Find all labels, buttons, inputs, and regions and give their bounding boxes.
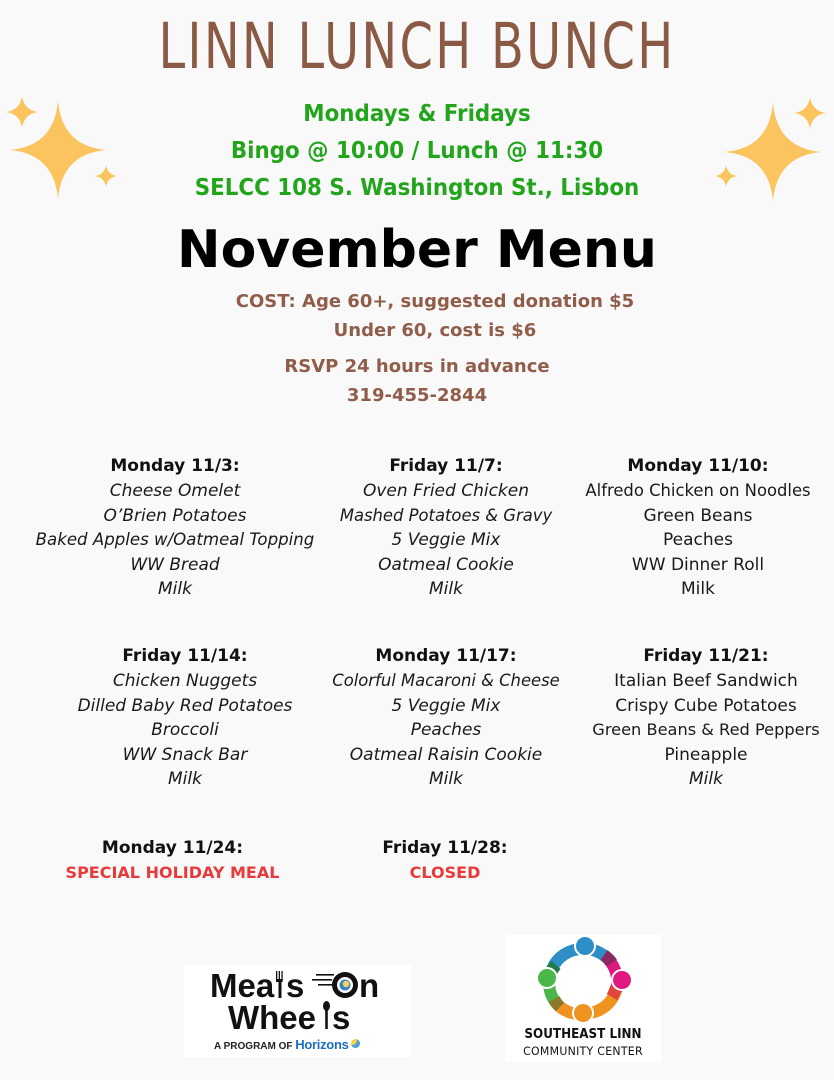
people-circle-icon [530, 935, 640, 1027]
menu-item: Oven Fried Chicken [362, 481, 529, 501]
menu-item: Milk [429, 579, 463, 600]
rsvp-notice: RSVP 24 hours in advance [284, 356, 550, 377]
menu-item: Broccoli [151, 720, 219, 741]
menu-day-friday-11-28 [345, 835, 545, 886]
menu-item: Crispy Cube Potatoes [615, 695, 797, 716]
selcc-name-line2: COMMUNITY CENTER [523, 1044, 643, 1058]
schedule-days: Mondays & Fridays [303, 101, 531, 127]
menu-item: O’Brien Potatoes [103, 505, 247, 526]
menu-item: Dilled Baby Red Potatoes [77, 695, 293, 716]
svg-text:Whee: Whee [228, 999, 317, 1036]
menu-item: Chicken Nuggets [112, 671, 258, 691]
menu-item: Milk [429, 769, 463, 790]
meals-on-wheels-logo [184, 965, 411, 1057]
menu-item: Milk [168, 769, 202, 790]
menu-item: Alfredo Chicken on Noodles [585, 481, 811, 500]
menu-heading: November Menu [177, 220, 657, 280]
menu-date: Monday 11/3: [110, 456, 240, 476]
rsvp-phone[interactable]: 319-455-2844 [346, 385, 488, 406]
menu-day-friday-11-21 [580, 643, 832, 792]
fork-icon [276, 971, 283, 998]
svg-text:n: n [359, 967, 380, 1004]
menu-item: Oatmeal Cookie [378, 554, 514, 575]
menu-day-monday-11-3 [0, 453, 350, 602]
menu-date: Monday 11/10: [627, 456, 769, 476]
menu-day-monday-11-17 [315, 643, 577, 792]
cost-line-under-60: Under 60, cost is $6 [333, 320, 537, 341]
menu-date: Friday 11/14: [122, 646, 248, 666]
menu-item: WW Snack Bar [122, 744, 248, 765]
menu-day-monday-11-10 [572, 453, 824, 602]
menu-item: Oatmeal Raisin Cookie [349, 744, 543, 765]
schedule-block [0, 96, 834, 207]
menu-item: 5 Veggie Mix [391, 695, 501, 716]
menu-item: Green Beans [643, 505, 753, 526]
tagline-prefix: A PROGRAM OF [214, 1041, 296, 1052]
schedule-times: Bingo @ 10:00 / Lunch @ 11:30 [230, 138, 604, 164]
menu-item: Mashed Potatoes & Gravy [339, 505, 553, 525]
menu-item: Baked Apples w/Oatmeal Topping [35, 530, 315, 550]
logo-tagline [214, 1037, 360, 1052]
cost-info [18, 287, 834, 345]
closed-label: CLOSED [409, 863, 481, 882]
menu-date: Friday 11/21: [643, 646, 769, 666]
menu-day-friday-11-7 [320, 453, 572, 602]
menu-date: Monday 11/17: [375, 646, 517, 666]
menu-item: WW Bread [130, 554, 220, 575]
tagline-brand: Horizons [295, 1037, 349, 1052]
menu-item: Cheese Omelet [109, 481, 241, 501]
menu-item: Milk [689, 769, 723, 790]
rsvp-info [0, 352, 834, 410]
menu-item: WW Dinner Roll [631, 554, 765, 575]
menu-day-monday-11-24 [40, 835, 305, 886]
menu-item: 5 Veggie Mix [391, 530, 501, 551]
menu-item: Green Beans & Red Peppers [592, 720, 820, 740]
schedule-location: SELCC 108 S. Washington St., Lisbon [194, 175, 640, 201]
menu-item: Peaches [663, 530, 733, 551]
menu-date: Monday 11/24: [101, 838, 244, 858]
menu-item: Pineapple [664, 744, 748, 765]
menu-day-friday-11-14 [50, 643, 320, 792]
menu-item: Peaches [410, 720, 482, 741]
special-holiday-meal-label: SPECIAL HOLIDAY MEAL [65, 863, 280, 882]
menu-item: Milk [158, 579, 192, 600]
svg-text:s: s [332, 999, 351, 1036]
cost-line-seniors: COST: Age 60+, suggested donation $5 [235, 291, 635, 312]
logo-text-wheels [229, 999, 342, 1033]
svg-text:s: s [286, 967, 305, 1004]
menu-item: Milk [681, 579, 715, 600]
menu-date: Friday 11/28: [382, 838, 508, 858]
horizons-sun-icon [351, 1039, 360, 1048]
selcc-name-line1: SOUTHEAST LINN [524, 1027, 642, 1042]
svg-text:Mea: Mea [210, 967, 275, 1004]
plate-wheel-icon [332, 972, 358, 998]
menu-date: Friday 11/7: [389, 456, 503, 476]
flyer-title: LINN LUNCH BUNCH [158, 10, 676, 83]
southeast-linn-community-center-logo [505, 935, 661, 1062]
menu-item: Italian Beef Sandwich [614, 671, 798, 691]
menu-item: Colorful Macaroni & Cheese [332, 671, 560, 690]
